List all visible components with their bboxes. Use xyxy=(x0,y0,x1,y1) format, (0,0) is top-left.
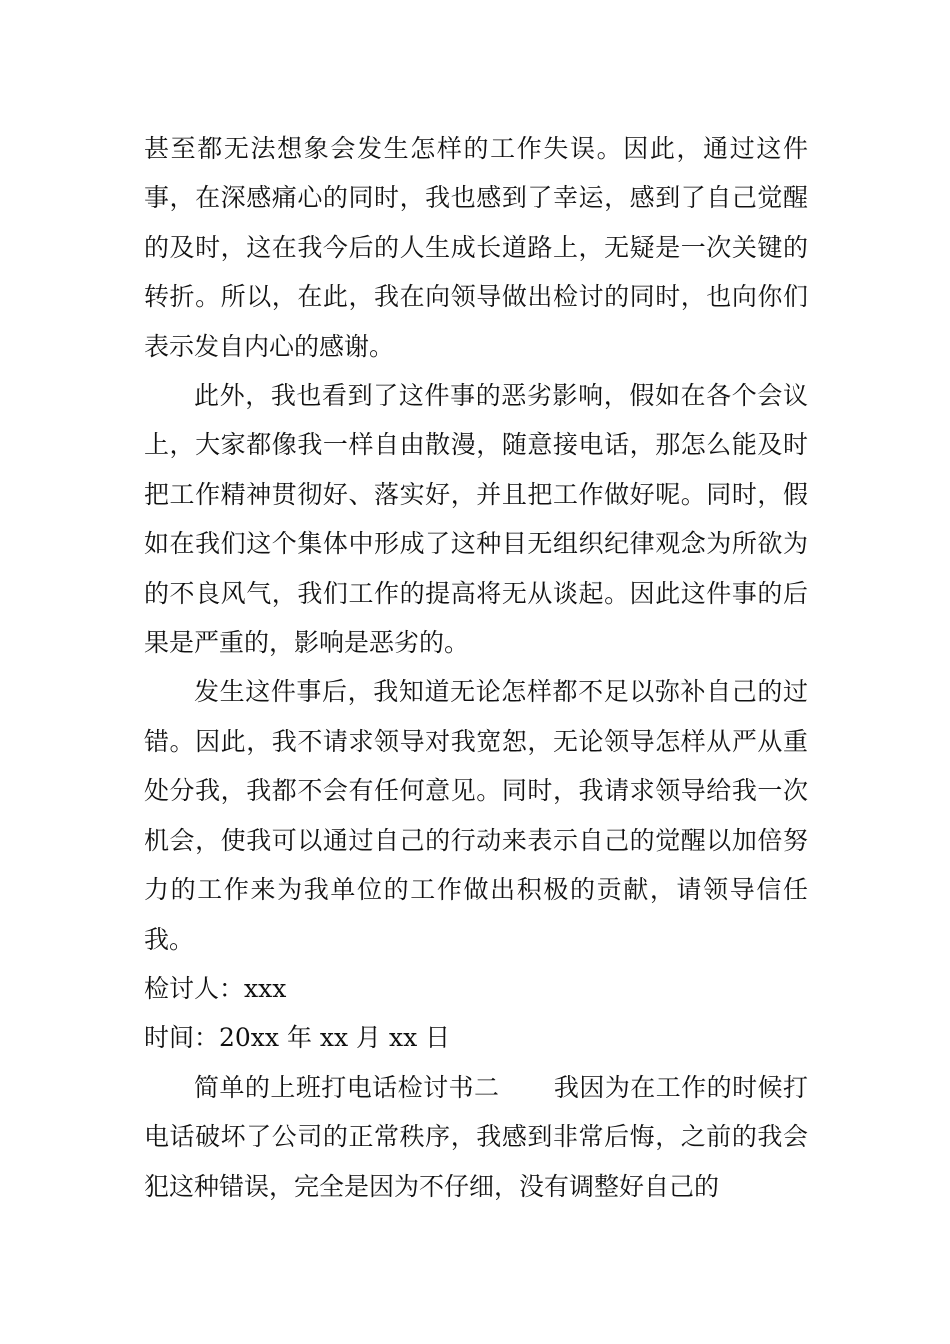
signer-line: 检讨人：xxx xyxy=(144,973,287,1003)
document-page xyxy=(144,124,808,1211)
paragraph-2: 此外，我也看到了这件事的恶劣影响，假如在各个会议上，大家都像我一样自由散漫，随意接电话，那怎么能及时把工作精神贯彻好、落实好，并且把工作做好呢。同时，假如在我们这个集体中形成了这种目无组织纪律观念为所欲为的不良风气，我们工作的提高将无从谈起。因此这件事的后果是严重的，影响是恶劣的。 xyxy=(144,381,808,658)
next-section-body: 我因为在工作的时候打电话破坏了公司的正常秩序，我感到非常后悔，之前的我会犯这种错误，完全是因为不仔细，没有调整好自己的 xyxy=(144,1072,808,1201)
paragraph-3: 发生这件事后，我知道无论怎样都不足以弥补自己的过错。因此，我不请求领导对我宽恕，无论领导怎样从严从重处分我，我都不会有任何意见。同时，我请求领导给我一次机会，使我可以通过自己的行动来表示自己的觉醒以加倍努力的工作来为我单位的工作做出积极的贡献，请领导信任我。 xyxy=(144,677,808,954)
paragraph-1: 甚至都无法想象会发生怎样的工作失误。因此，通过这件事，在深感痛心的同时，我也感到了幸运，感到了自己觉醒的及时，这在我今后的人生成长道路上，无疑是一次关键的转折。所以，在此，我在向领导做出检讨的同时，也向你们表示发自内心的感谢。 xyxy=(144,134,808,361)
next-section-paragraph xyxy=(144,1063,808,1211)
next-section-title: 简单的上班打电话检讨书二 xyxy=(194,1072,500,1102)
date-line: 时间：20xx 年 xx 月 xx 日 xyxy=(144,1023,451,1053)
